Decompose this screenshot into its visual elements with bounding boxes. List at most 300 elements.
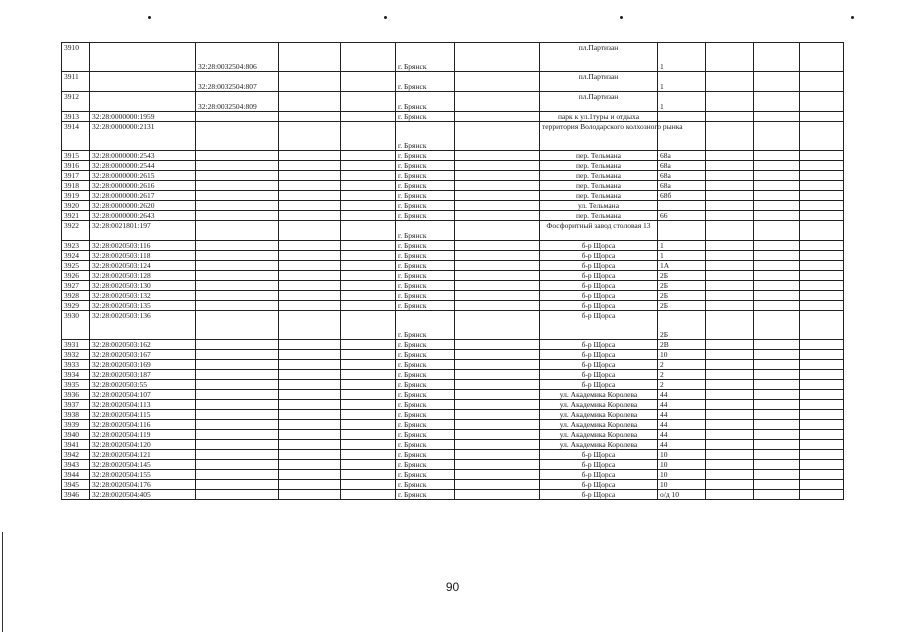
cell-cad2 xyxy=(196,490,279,500)
table-row xyxy=(62,311,844,340)
table-row xyxy=(62,201,844,211)
cell-cad2 xyxy=(196,181,279,191)
cell-empty xyxy=(455,301,540,311)
cell-house: 44 xyxy=(658,420,706,430)
cell-city: г. Брянск xyxy=(396,191,455,201)
cell-empty xyxy=(800,171,844,181)
cell-empty xyxy=(706,340,754,350)
cell-empty xyxy=(800,92,844,112)
cell-empty xyxy=(706,440,754,450)
cell-empty xyxy=(341,161,396,171)
cell-empty xyxy=(706,480,754,490)
cell-empty xyxy=(706,181,754,191)
cell-cad2 xyxy=(196,450,279,460)
cell-empty xyxy=(341,241,396,251)
cell-empty xyxy=(455,420,540,430)
cell-street: б-р Щорса xyxy=(540,301,658,311)
cell-street: б-р Щорса xyxy=(540,311,658,340)
margin-dot-2 xyxy=(384,16,387,19)
cell-empty xyxy=(279,271,341,281)
cell-no: 3945 xyxy=(62,480,90,490)
cell-street: парк к ул.1туры и отдыха xyxy=(540,112,658,122)
cell-street: б-р Щорса xyxy=(540,350,658,360)
table-row xyxy=(62,211,844,221)
cell-empty xyxy=(279,291,341,301)
cell-empty xyxy=(706,420,754,430)
cell-empty xyxy=(279,470,341,480)
cell-city: г. Брянск xyxy=(396,241,455,251)
cell-empty xyxy=(279,430,341,440)
cell-house: о/д 10 xyxy=(658,490,706,500)
cell-empty xyxy=(341,301,396,311)
cell-cad1: 32:28:0020504:145 xyxy=(90,460,196,470)
cell-city: г. Брянск xyxy=(396,281,455,291)
cell-no: 3930 xyxy=(62,311,90,340)
cell-empty xyxy=(754,350,800,360)
cell-empty xyxy=(706,360,754,370)
cell-empty xyxy=(279,201,341,211)
cell-empty xyxy=(706,72,754,92)
cell-empty xyxy=(754,201,800,211)
cell-cad2 xyxy=(196,480,279,490)
cell-street: территория Володарского колхозного рынка xyxy=(540,122,658,151)
cell-no: 3919 xyxy=(62,191,90,201)
table-row xyxy=(62,420,844,430)
cell-empty xyxy=(279,410,341,420)
cell-empty xyxy=(455,450,540,460)
cell-empty xyxy=(754,112,800,122)
table-row xyxy=(62,122,844,151)
cell-empty xyxy=(754,390,800,400)
cell-house: 1 xyxy=(658,241,706,251)
table-row xyxy=(62,410,844,420)
cell-empty xyxy=(800,291,844,301)
cell-cad1: 32:28:0020503:55 xyxy=(90,380,196,390)
cell-cad2 xyxy=(196,370,279,380)
table-row xyxy=(62,460,844,470)
cell-street: б-р Щорса xyxy=(540,340,658,350)
cell-empty xyxy=(706,400,754,410)
cell-empty xyxy=(279,191,341,201)
cell-empty xyxy=(341,450,396,460)
cell-empty xyxy=(279,92,341,112)
cell-empty xyxy=(800,450,844,460)
cell-empty xyxy=(341,410,396,420)
cell-cad2 xyxy=(196,430,279,440)
cell-city: г. Брянск xyxy=(396,251,455,261)
cell-cad1: 32:28:0000000:2617 xyxy=(90,191,196,201)
cell-cad1: 32:28:0020504:115 xyxy=(90,410,196,420)
cell-street: ул. Академика Королева xyxy=(540,400,658,410)
cell-empty xyxy=(800,410,844,420)
cell-city: г. Брянск xyxy=(396,92,455,112)
cell-street: ул. Тельмана xyxy=(540,201,658,211)
cell-empty xyxy=(754,211,800,221)
cell-empty xyxy=(800,151,844,161)
cell-empty xyxy=(279,181,341,191)
cell-street: ул. Академика Королева xyxy=(540,430,658,440)
cell-no: 3929 xyxy=(62,301,90,311)
cell-empty xyxy=(341,350,396,360)
cell-empty xyxy=(279,171,341,181)
cell-empty xyxy=(706,92,754,112)
cell-house: 66 xyxy=(658,211,706,221)
margin-dot-4 xyxy=(851,16,854,19)
cell-empty xyxy=(455,390,540,400)
table-row xyxy=(62,360,844,370)
cell-empty xyxy=(341,340,396,350)
cell-empty xyxy=(706,350,754,360)
cell-cad1: 32:28:0000000:2643 xyxy=(90,211,196,221)
cell-cad2 xyxy=(196,171,279,181)
cell-empty xyxy=(341,151,396,161)
cell-street: Фосфоритный завод столовая 13 xyxy=(540,221,658,241)
cell-empty xyxy=(279,251,341,261)
cell-street: пл.Партизан xyxy=(540,72,658,92)
page-number: 90 xyxy=(445,580,460,594)
cell-house: 44 xyxy=(658,410,706,420)
cell-city: г. Брянск xyxy=(396,450,455,460)
cell-no: 3924 xyxy=(62,251,90,261)
cell-no: 3938 xyxy=(62,410,90,420)
cell-street: б-р Щорса xyxy=(540,281,658,291)
cell-empty xyxy=(754,410,800,420)
cell-empty xyxy=(754,311,800,340)
cell-cad1: 32:28:0020503:167 xyxy=(90,350,196,360)
table-row xyxy=(62,340,844,350)
table-row xyxy=(62,440,844,450)
cell-empty xyxy=(341,440,396,450)
cell-city: г. Брянск xyxy=(396,430,455,440)
table-row xyxy=(62,430,844,440)
cell-empty xyxy=(455,311,540,340)
cell-house: 44 xyxy=(658,430,706,440)
cell-house: 2Б xyxy=(658,271,706,281)
cell-no: 3940 xyxy=(62,430,90,440)
cell-street: б-р Щорса xyxy=(540,460,658,470)
cell-city: г. Брянск xyxy=(396,271,455,281)
cell-empty xyxy=(754,380,800,390)
cell-empty xyxy=(800,261,844,271)
cell-empty xyxy=(706,241,754,251)
cell-cad1: 32:28:0020503:118 xyxy=(90,251,196,261)
cell-empty xyxy=(455,410,540,420)
cell-street: пер. Тельмана xyxy=(540,211,658,221)
cell-city: г. Брянск xyxy=(396,490,455,500)
cell-empty xyxy=(279,241,341,251)
table-row xyxy=(62,221,844,241)
cell-city: г. Брянск xyxy=(396,43,455,72)
table-row xyxy=(62,171,844,181)
cell-no: 3923 xyxy=(62,241,90,251)
cell-empty xyxy=(279,311,341,340)
cell-empty xyxy=(800,370,844,380)
cell-cad1: 32:28:0020503:124 xyxy=(90,261,196,271)
cell-empty xyxy=(279,480,341,490)
cell-empty xyxy=(754,151,800,161)
cell-empty xyxy=(706,301,754,311)
cell-empty xyxy=(455,380,540,390)
cell-empty xyxy=(341,370,396,380)
cell-empty xyxy=(279,301,341,311)
cell-cad1: 32:28:0000000:2615 xyxy=(90,171,196,181)
cell-no: 3943 xyxy=(62,460,90,470)
cell-empty xyxy=(455,43,540,72)
cell-house xyxy=(658,201,706,211)
cell-empty xyxy=(279,380,341,390)
cell-empty xyxy=(455,370,540,380)
cell-house: 10 xyxy=(658,460,706,470)
cell-empty xyxy=(279,490,341,500)
cell-street: б-р Щорса xyxy=(540,251,658,261)
cell-empty xyxy=(341,360,396,370)
cell-empty xyxy=(455,480,540,490)
cell-city: г. Брянск xyxy=(396,122,455,151)
cell-empty xyxy=(754,460,800,470)
cell-empty xyxy=(341,430,396,440)
cell-empty xyxy=(455,430,540,440)
cell-empty xyxy=(279,211,341,221)
cell-empty xyxy=(754,360,800,370)
cell-city: г. Брянск xyxy=(396,360,455,370)
cell-cad1: 32:28:0020504:116 xyxy=(90,420,196,430)
cell-empty xyxy=(455,291,540,301)
cell-street: пл.Партизан xyxy=(540,92,658,112)
cell-cad1: 32:28:0020503:136 xyxy=(90,311,196,340)
cell-empty xyxy=(706,191,754,201)
cell-cad2 xyxy=(196,350,279,360)
cell-house: 68а xyxy=(658,181,706,191)
cell-no: 3915 xyxy=(62,151,90,161)
cell-house: 2Б xyxy=(658,301,706,311)
cell-empty xyxy=(279,450,341,460)
cell-no: 3925 xyxy=(62,261,90,271)
cell-city: г. Брянск xyxy=(396,370,455,380)
table-row xyxy=(62,380,844,390)
cell-empty xyxy=(706,261,754,271)
cell-empty xyxy=(754,430,800,440)
cell-city: г. Брянск xyxy=(396,340,455,350)
cell-empty xyxy=(706,490,754,500)
cell-empty xyxy=(455,271,540,281)
margin-dot-1 xyxy=(148,16,151,19)
cell-city: г. Брянск xyxy=(396,301,455,311)
cell-empty xyxy=(279,340,341,350)
cell-empty xyxy=(754,171,800,181)
cell-empty xyxy=(341,480,396,490)
cell-street: б-р Щорса xyxy=(540,241,658,251)
cell-empty xyxy=(754,440,800,450)
cell-empty xyxy=(800,420,844,430)
cell-house: 2В xyxy=(658,340,706,350)
cell-empty xyxy=(706,281,754,291)
cell-house xyxy=(658,221,706,241)
cell-empty xyxy=(455,122,540,151)
cell-empty xyxy=(706,450,754,460)
cell-city: г. Брянск xyxy=(396,291,455,301)
cell-empty xyxy=(341,122,396,151)
table-row xyxy=(62,450,844,460)
cell-empty xyxy=(341,490,396,500)
cell-empty xyxy=(800,350,844,360)
cell-empty xyxy=(455,460,540,470)
cell-street: пер. Тельмана xyxy=(540,161,658,171)
cell-empty xyxy=(341,191,396,201)
cell-empty xyxy=(455,440,540,450)
cell-house: 2Б xyxy=(658,291,706,301)
cell-no: 3932 xyxy=(62,350,90,360)
cell-empty xyxy=(754,271,800,281)
cell-cad1: 32:28:0020503:135 xyxy=(90,301,196,311)
cell-cad1: 32:28:0000000:2543 xyxy=(90,151,196,161)
cell-empty xyxy=(706,43,754,72)
cell-cad1: 32:28:0020504:155 xyxy=(90,470,196,480)
cell-cad1: 32:28:0020504:119 xyxy=(90,430,196,440)
cell-empty xyxy=(455,92,540,112)
cell-house: 2Б xyxy=(658,311,706,340)
cell-cad2 xyxy=(196,360,279,370)
cell-empty xyxy=(455,151,540,161)
cell-cad1: 32:28:0020504:121 xyxy=(90,450,196,460)
cell-street: б-р Щорса xyxy=(540,490,658,500)
cell-house: 10 xyxy=(658,350,706,360)
cell-empty xyxy=(706,211,754,221)
cell-no: 3922 xyxy=(62,221,90,241)
cell-empty xyxy=(455,171,540,181)
cell-cad2 xyxy=(196,440,279,450)
cell-city: г. Брянск xyxy=(396,181,455,191)
cell-house xyxy=(658,112,706,122)
cell-no: 3944 xyxy=(62,470,90,480)
cell-empty xyxy=(279,151,341,161)
cell-street: б-р Щорса xyxy=(540,470,658,480)
cell-empty xyxy=(800,161,844,171)
cell-empty xyxy=(706,390,754,400)
cell-empty xyxy=(706,430,754,440)
cell-cad2: 32:28:0032504:806 xyxy=(196,43,279,72)
cell-empty xyxy=(800,221,844,241)
cell-empty xyxy=(279,460,341,470)
cell-empty xyxy=(800,430,844,440)
cell-empty xyxy=(800,241,844,251)
cell-empty xyxy=(279,360,341,370)
cell-empty xyxy=(706,221,754,241)
cell-no: 3918 xyxy=(62,181,90,191)
cell-cad1: 32:28:0000000:2131 xyxy=(90,122,196,151)
cell-cad2 xyxy=(196,311,279,340)
cell-empty xyxy=(341,311,396,340)
cell-empty xyxy=(706,122,754,151)
table-row xyxy=(62,92,844,112)
table-row xyxy=(62,191,844,201)
margin-dot-3 xyxy=(620,16,623,19)
cell-cad1: 32:28:0020503:132 xyxy=(90,291,196,301)
cell-cad1: 32:28:0020503:116 xyxy=(90,241,196,251)
cell-empty xyxy=(800,122,844,151)
table-row xyxy=(62,301,844,311)
cell-cad2 xyxy=(196,301,279,311)
cell-city: г. Брянск xyxy=(396,380,455,390)
cell-empty xyxy=(754,92,800,112)
cell-house: 1 xyxy=(658,72,706,92)
cell-no: 3939 xyxy=(62,420,90,430)
cell-empty xyxy=(754,420,800,430)
cell-empty xyxy=(754,43,800,72)
cell-cad2 xyxy=(196,380,279,390)
cell-empty xyxy=(279,221,341,241)
table-row xyxy=(62,241,844,251)
cell-street: б-р Щорса xyxy=(540,380,658,390)
cell-cad2 xyxy=(196,191,279,201)
cell-street: пер. Тельмана xyxy=(540,191,658,201)
cell-empty xyxy=(800,301,844,311)
cell-empty xyxy=(455,161,540,171)
cell-city: г. Брянск xyxy=(396,460,455,470)
cell-empty xyxy=(706,311,754,340)
cell-no: 3927 xyxy=(62,281,90,291)
registry-table xyxy=(61,42,844,500)
cell-cad1 xyxy=(90,72,196,92)
cell-empty xyxy=(341,112,396,122)
cell-cad1: 32:28:0020503:169 xyxy=(90,360,196,370)
cell-no: 3914 xyxy=(62,122,90,151)
cell-empty xyxy=(706,470,754,480)
cell-empty xyxy=(455,261,540,271)
cell-house: 2 xyxy=(658,380,706,390)
cell-cad1: 32:28:0020503:128 xyxy=(90,271,196,281)
cell-cad2 xyxy=(196,241,279,251)
cell-empty xyxy=(754,72,800,92)
cell-empty xyxy=(341,211,396,221)
cell-empty xyxy=(800,43,844,72)
cell-empty xyxy=(800,201,844,211)
cell-empty xyxy=(800,400,844,410)
cell-cad1: 32:28:0020503:187 xyxy=(90,370,196,380)
table-row xyxy=(62,370,844,380)
cell-no: 3917 xyxy=(62,171,90,181)
cell-no: 3937 xyxy=(62,400,90,410)
cell-house: 1 xyxy=(658,251,706,261)
cell-empty xyxy=(706,112,754,122)
cell-empty xyxy=(455,201,540,211)
cell-empty xyxy=(341,271,396,281)
cell-empty xyxy=(279,390,341,400)
cell-empty xyxy=(800,480,844,490)
cell-empty xyxy=(341,171,396,181)
cell-street: ул. Академика Королева xyxy=(540,410,658,420)
cell-empty xyxy=(706,151,754,161)
cell-street: ул. Академика Королева xyxy=(540,390,658,400)
cell-empty xyxy=(455,211,540,221)
cell-empty xyxy=(754,490,800,500)
cell-no: 3946 xyxy=(62,490,90,500)
cell-cad2 xyxy=(196,281,279,291)
cell-empty xyxy=(706,271,754,281)
cell-cad2 xyxy=(196,420,279,430)
cell-city: г. Брянск xyxy=(396,171,455,181)
cell-cad1: 32:28:0000000:2620 xyxy=(90,201,196,211)
cell-city: г. Брянск xyxy=(396,390,455,400)
cell-cad1 xyxy=(90,92,196,112)
cell-house: 44 xyxy=(658,390,706,400)
cell-empty xyxy=(341,281,396,291)
cell-empty xyxy=(341,251,396,261)
cell-no: 3916 xyxy=(62,161,90,171)
cell-no: 3936 xyxy=(62,390,90,400)
cell-cad2 xyxy=(196,112,279,122)
table-row xyxy=(62,112,844,122)
cell-empty xyxy=(800,360,844,370)
